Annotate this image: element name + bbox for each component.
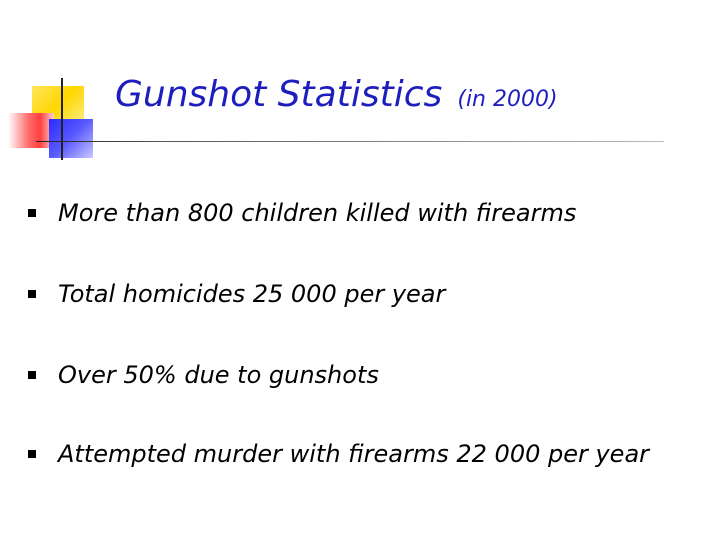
- bullet-text: Over 50% due to gunshots: [58, 361, 379, 389]
- square-bullet-icon: [28, 450, 36, 458]
- list-item: [28, 196, 576, 230]
- title-subtitle: (in 2000): [457, 87, 558, 112]
- bullet-text: More than 800 children killed with firearms: [58, 199, 577, 227]
- title-main: Gunshot Statistics: [115, 74, 443, 115]
- bullet-text: Attempted murder with firearms 22 000 per year: [58, 440, 650, 468]
- bullet-text: Total homicides 25 000 per year: [58, 280, 446, 308]
- square-bullet-icon: [28, 290, 36, 298]
- square-bullet-icon: [28, 209, 36, 217]
- list-item: [28, 277, 445, 311]
- list-item: [28, 358, 379, 392]
- square-bullet-icon: [28, 371, 36, 379]
- list-item: [28, 437, 649, 471]
